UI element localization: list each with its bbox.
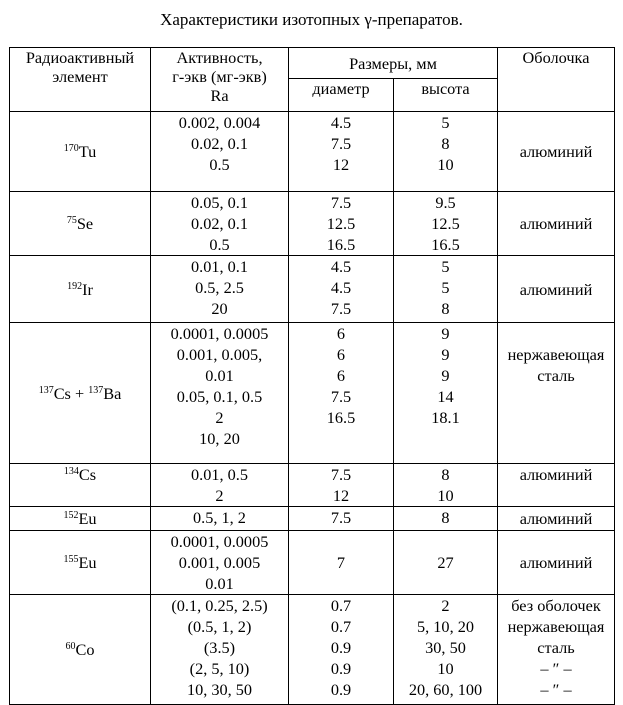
element-symbol: Ir (82, 279, 93, 299)
diameter-value: 0.7 (330, 596, 352, 615)
mass-number: 155 (63, 554, 79, 565)
diameter-value: 4.5 (330, 113, 352, 132)
shell-value: – ″ – (540, 680, 572, 699)
height-value: 9.5 (435, 193, 456, 212)
element-cell (10, 595, 151, 705)
shell-value: алюминий (519, 509, 593, 528)
activity-value: 0.5, 2.5 (195, 278, 244, 297)
shell-cell (498, 112, 615, 192)
activity-value: 0.01 (205, 366, 234, 385)
activity-cell (151, 256, 289, 323)
diameter-value: 7.5 (330, 387, 352, 406)
diameter-value: 0.7 (330, 617, 352, 636)
table-row (10, 256, 615, 323)
diameter-value: 7.5 (330, 193, 352, 212)
activity-value: 0.5, 1, 2 (193, 508, 246, 527)
activity-value: 2 (215, 408, 224, 427)
height-cell (394, 256, 498, 323)
header-height: высота (394, 79, 498, 112)
shell-value: алюминий (519, 279, 593, 299)
activity-value: 2 (215, 486, 224, 505)
header-sizes: Размеры, мм (289, 48, 498, 79)
diameter-cell (289, 595, 394, 705)
activity-value: 0.05, 0.1 (191, 193, 248, 212)
activity-cell (151, 192, 289, 256)
element-symbol: Eu (78, 553, 97, 572)
activity-value: 0.002, 0.004 (178, 113, 261, 132)
shell-value: нержавеющая (507, 617, 605, 636)
header-activity: Активность, г-экв (мг-экв) Ra (151, 48, 289, 112)
diameter-value: 4.5 (330, 257, 352, 276)
activity-cell (151, 464, 289, 507)
shell-cell (498, 595, 615, 705)
activity-value: (0.1, 0.25, 2.5) (171, 596, 268, 615)
element-symbol: Eu (78, 509, 97, 528)
diameter-value: 6 (336, 324, 346, 343)
activity-value: 0.01, 0.1 (191, 257, 248, 276)
table-row (10, 531, 615, 595)
shell-cell (498, 192, 615, 256)
shell-cell (498, 531, 615, 595)
diameter-value: 0.9 (330, 638, 352, 657)
shell-cell (498, 323, 615, 464)
table-title: Характеристики изотопных γ-препаратов. (160, 10, 463, 29)
diameter-value: 6 (336, 345, 346, 364)
element-cell (10, 531, 151, 595)
height-value: 10 (437, 659, 454, 678)
activity-value: 0.02, 0.1 (191, 214, 248, 233)
table-row (10, 323, 615, 464)
table-row (10, 464, 615, 507)
diameter-value: 16.5 (326, 408, 356, 427)
shell-value: сталь (537, 638, 575, 657)
shell-cell (498, 507, 615, 531)
isotope-table (9, 47, 615, 705)
diameter-value: 7 (336, 553, 346, 572)
shell-cell (498, 256, 615, 323)
height-cell (394, 531, 498, 595)
activity-value: 10, 20 (199, 429, 240, 448)
activity-value: 0.01 (205, 574, 234, 593)
diameter-value: 12 (332, 486, 350, 505)
diameter-cell (289, 112, 394, 192)
table-row (10, 507, 615, 531)
activity-value: 0.001, 0.005 (178, 553, 261, 572)
element-symbol: Cs (78, 465, 97, 484)
height-value: 8 (441, 299, 450, 318)
activity-value: (2, 5, 10) (189, 659, 250, 678)
height-value: 8 (441, 465, 450, 484)
header-element: Радиоактивный элемент (10, 48, 151, 112)
height-cell (394, 192, 498, 256)
height-value: 9 (441, 324, 450, 343)
height-cell (394, 595, 498, 705)
diameter-value: 12.5 (326, 214, 356, 233)
height-value: 10 (437, 486, 454, 505)
mass-number: 137 (88, 384, 104, 396)
diameter-value: 0.9 (330, 680, 352, 699)
shell-value: без оболочек (511, 596, 601, 615)
diameter-value: 4.5 (330, 278, 352, 297)
activity-value: 10, 30, 50 (186, 680, 253, 699)
diameter-value: 7.5 (330, 299, 352, 318)
shell-value: алюминий (519, 465, 593, 484)
activity-cell (151, 595, 289, 705)
height-value: 14 (437, 387, 454, 406)
height-value: 8 (441, 134, 450, 153)
activity-value: 0.01, 0.5 (191, 465, 248, 484)
shell-value: нержавеющая (507, 345, 605, 364)
element-symbol: Ba (103, 383, 122, 403)
activity-value: 0.001, 0.005, (176, 345, 263, 364)
activity-value: 0.5 (209, 235, 230, 254)
activity-cell (151, 507, 289, 531)
height-value: 18.1 (431, 408, 460, 427)
diameter-cell (289, 464, 394, 507)
height-value: 2 (441, 596, 450, 615)
activity-cell (151, 112, 289, 192)
diameter-cell (289, 531, 394, 595)
height-value: 27 (437, 553, 454, 572)
mass-number: 134 (63, 466, 79, 477)
header-shell: Оболочка (498, 48, 615, 112)
table-row (10, 192, 615, 256)
element-cell (10, 256, 151, 323)
diameter-cell (289, 256, 394, 323)
height-cell (394, 507, 498, 531)
shell-value: алюминий (519, 142, 593, 161)
activity-value: 0.0001, 0.0005 (170, 324, 269, 343)
element-cell (10, 464, 151, 507)
height-cell (394, 464, 498, 507)
activity-cell (151, 531, 289, 595)
activity-value: (3.5) (203, 638, 236, 657)
height-value: 8 (441, 508, 450, 527)
height-value: 12.5 (431, 214, 460, 233)
height-value: 5 (441, 257, 450, 276)
shell-value: алюминий (519, 214, 593, 233)
height-value: 5 (441, 113, 450, 132)
activity-value: 0.0001, 0.0005 (170, 532, 269, 551)
height-value: 10 (437, 155, 454, 174)
diameter-value: 6 (336, 366, 346, 385)
shell-value: алюминий (519, 553, 593, 572)
height-cell (394, 323, 498, 464)
header-diameter: диаметр (289, 79, 394, 112)
activity-value: 20 (211, 299, 228, 318)
element-symbol: Cs (53, 383, 71, 403)
mass-number: 137 (38, 384, 54, 396)
height-value: 9 (441, 366, 450, 385)
mass-number: 170 (63, 143, 79, 154)
element-cell (10, 323, 151, 464)
height-value: 30, 50 (425, 638, 466, 657)
table-row (10, 112, 615, 192)
height-value: 20, 60, 100 (408, 680, 483, 699)
element-symbol: Tu (78, 142, 97, 161)
height-value: 16.5 (431, 235, 460, 254)
element-join: + (70, 383, 89, 403)
diameter-value: 16.5 (326, 235, 356, 254)
diameter-value: 0.9 (330, 659, 352, 678)
element-cell (10, 192, 151, 256)
shell-value: – ″ – (540, 659, 572, 678)
diameter-cell (289, 192, 394, 256)
height-cell (394, 112, 498, 192)
height-value: 5 (441, 278, 450, 297)
shell-cell (498, 464, 615, 507)
activity-value: 0.05, 0.1, 0.5 (176, 387, 263, 406)
element-cell (10, 112, 151, 192)
diameter-value: 12 (332, 155, 350, 174)
activity-value: 0.02, 0.1 (191, 134, 248, 153)
mass-number: 192 (67, 280, 83, 292)
element-cell (10, 507, 151, 531)
table-row (10, 595, 615, 705)
element-symbol: Co (75, 640, 95, 659)
diameter-value: 7.5 (330, 134, 352, 153)
height-value: 9 (441, 345, 450, 364)
diameter-value: 7.5 (330, 508, 352, 527)
activity-value: (0.5, 1, 2) (187, 617, 252, 636)
element-symbol: Se (76, 214, 94, 233)
activity-cell (151, 323, 289, 464)
mass-number: 152 (63, 510, 79, 521)
mass-number: 60 (65, 641, 76, 652)
height-value: 5, 10, 20 (417, 617, 474, 636)
shell-value: сталь (537, 366, 575, 385)
mass-number: 75 (66, 215, 77, 226)
diameter-cell (289, 323, 394, 464)
activity-value: 0.5 (209, 155, 230, 174)
diameter-cell (289, 507, 394, 531)
diameter-value: 7.5 (330, 465, 352, 484)
